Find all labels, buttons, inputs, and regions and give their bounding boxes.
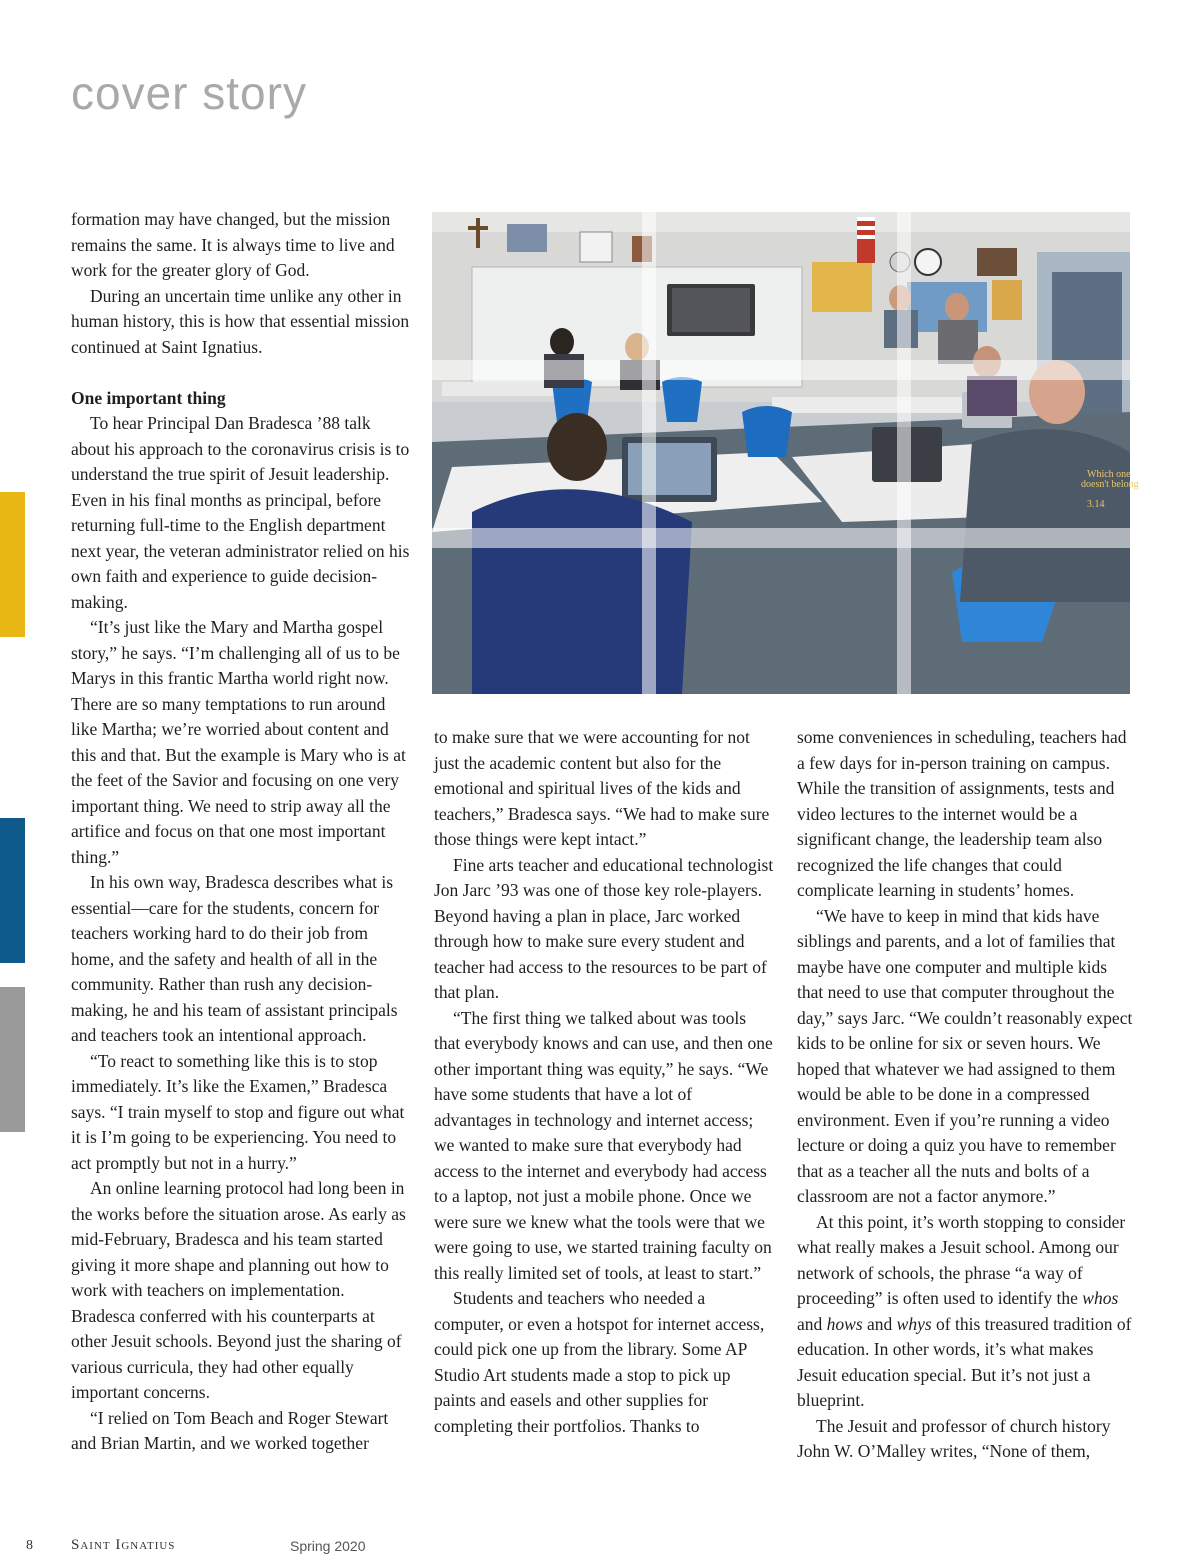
paragraph: formation may have changed, but the mission remains the same. It is always time to live and work for the greater glory of God. — [71, 209, 395, 280]
paragraph: During an uncertain time unlike any other in human history, this is how that essential mission continued at Saint Ignatius. — [71, 285, 410, 357]
paragraph: “It’s just like the Mary and Martha gospel story,” he says. “I’m challenging all of us to be Marys in this frantic Martha world right now. There are so many temptations to run around like Martha; we’re worried about content and this and that. But the example is Mary who is at the feet of the Savior and focusing on one very important thing. We need to strip away all the artifice and focus on that one most important thing.” — [71, 617, 406, 867]
article-column-2 — [434, 725, 774, 1439]
paragraph: “I relied on Tom Beach and Roger Stewart and Brian Martin, and we worked together — [71, 1407, 389, 1453]
section-label: cover story — [71, 67, 307, 119]
color-tab-yellow — [0, 492, 25, 637]
shirt-text-1: Which one — [1087, 469, 1131, 480]
paragraph — [797, 1210, 1137, 1414]
shirt-text-3: 3.14 — [1087, 499, 1105, 510]
paragraph: An online learning protocol had long been in the works before the situation arose. As early as mid-February, Bradesca and his team started giving it more shape and planning out how to work with teachers on implementation. Bradesca conferred with his counterparts at other Jesuit schools. Beyond just the sharing of various curricula, they had other equally important concerns. — [71, 1178, 406, 1402]
paragraph: To hear Principal Dan Bradesca ’88 talk about his approach to the coronavirus crisis is to understand the true spirit of Jesuit leadership. Even in his final months as principal, before returning full-time to the English department next year, the veteran administrator relied on his own faith and experience to guide decision-making. — [71, 413, 410, 612]
emphasis: hows — [826, 1313, 863, 1334]
text-run: At this point, it’s worth stopping to consider what really makes a Jesuit school. Among our network of schools, the phrase “a way of proceeding” is often used to identify the — [797, 1211, 1126, 1308]
classroom-illustration — [432, 212, 1139, 694]
classroom-photo — [432, 212, 1139, 694]
shirt-text-2: doesn't belong — [1081, 479, 1139, 490]
paragraph: some conveniences in scheduling, teachers had a few days for in-person training on campus. While the transition of assignments, tests and video lectures to the internet would be a significant change, the leadership team also recognized the life changes that could complicate learning in students’ homes. — [797, 727, 1127, 900]
paragraph: Students and teachers who needed a computer, or even a hotspot for internet access, could pick one up from the library. Some AP Studio Art students made a stop to pick up paints and easels and other supplies for completing their portfolios. Thanks to — [434, 1288, 765, 1436]
subheading: One important thing — [71, 387, 226, 408]
emphasis: whos — [1082, 1288, 1119, 1308]
emphasis: whys — [896, 1313, 932, 1334]
issue-date: Spring 2020 — [290, 1538, 366, 1554]
paragraph: “To react to something like this is to stop immediately. It’s like the Examen,” Bradesca says. “I train myself to stop and figure out what it is I’m going to be experiencing. You need to act promptly but not in a hurry.” — [71, 1050, 405, 1173]
text-run: of this treasured tradition of education. In other words, it’s what makes Jesuit education special. But it’s not just a blueprint. — [797, 1313, 1132, 1410]
paragraph: The Jesuit and professor of church history John W. O’Malley writes, “None of them, — [797, 1415, 1111, 1461]
color-tab-blue — [0, 818, 25, 963]
magazine-name: Saint Ignatius — [71, 1537, 176, 1553]
paragraph: Fine arts teacher and educational technologist Jon Jarc ’93 was one of those key role-players. Beyond having a plan in place, Jarc worked through how to make sure every student and teacher had access to the resources to be part of that plan. — [434, 854, 774, 1002]
article-column-1 — [71, 207, 411, 1457]
paragraph: “We have to keep in mind that kids have siblings and parents, and a lot of families that maybe have one computer and multiple kids that need to use that computer throughout the day,” says Jarc. “We couldn’t reasonably expect kids to be online for six or seven hours. We hoped that whatever we had assigned to them would be able to be done in a compressed environment. Even if you’re running a video lecture or doing a quiz you have to remember that as a teacher all the nuts and bolts of a classroom are not a factor anymore.” — [797, 905, 1133, 1206]
article-column-3 — [797, 725, 1137, 1465]
paragraph: “The first thing we talked about was tools that everybody knows and can use, and then one other important thing was equity,” he says. “We have some students that have a lot of advantages in technology and internet access; we wanted to make sure that everybody had access to the internet and everybody had access to a laptop, not just a mobile phone. Once we were sure we knew what the tools were that we were going to use, we started training faculty on this really limited set of tools, at least to start.” — [434, 1007, 773, 1283]
text-run: and — [797, 1313, 827, 1334]
paragraph: to make sure that we were accounting for not just the academic content but also for the emotional and spiritual lives of the kids and teachers,” Bradesca says. “We had to make sure those things were kept intact.” — [434, 727, 770, 849]
text-run: and — [862, 1313, 897, 1334]
color-tab-gray — [0, 987, 25, 1132]
paragraph: In his own way, Bradesca describes what is essential—care for the students, concern for teachers working hard to do their job from home, and the safety and health of all in the community. Rather than rush any decision-making, he and his team of assistant principals and teachers took an intentional approach. — [71, 872, 398, 1045]
page-number: 8 — [26, 1538, 33, 1553]
